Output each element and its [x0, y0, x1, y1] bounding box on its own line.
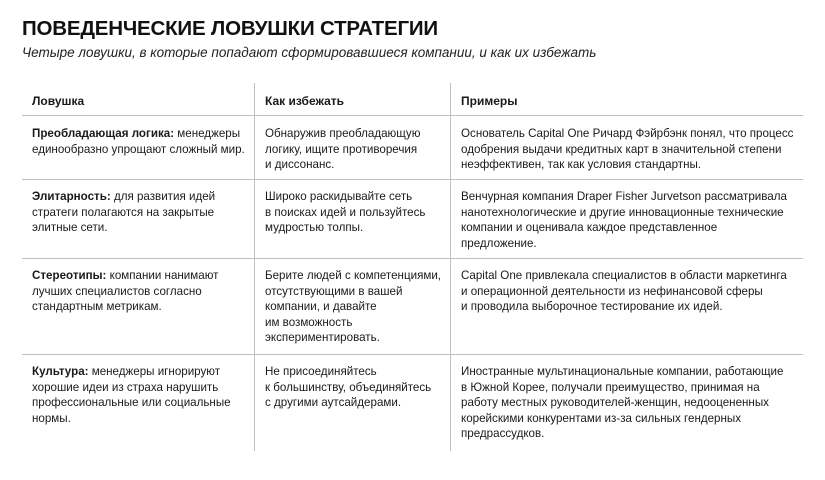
avoid-text: к большинству, объединяйтесь — [265, 380, 432, 394]
avoid-text: и диссонанс. — [265, 158, 335, 171]
trap-text: стандартным метрикам. — [32, 300, 162, 313]
trap-text: для развития идей — [110, 190, 216, 203]
trap-name: Элитарность: — [32, 190, 111, 203]
trap-text: лучших специалистов согласно — [32, 284, 202, 298]
trap-name: Стереотипы: — [32, 269, 107, 282]
page-title: ПОВЕДЕНЧЕСКИЕ ЛОВУШКИ СТРАТЕГИИ — [22, 17, 438, 40]
trap-line — [32, 126, 246, 142]
example-text: Capital One привлекала специалистов в области маркетинга — [461, 269, 787, 282]
trap-line — [32, 268, 246, 284]
avoid-text: им возможность — [265, 315, 353, 329]
table-header-row — [22, 83, 803, 116]
header-avoid: Как избежать — [255, 83, 451, 115]
trap-cell — [22, 180, 255, 258]
table-row — [22, 180, 803, 259]
trap-name: Преобладающая логика: — [32, 127, 175, 140]
example-text: и операционной деятельности из нефинансовой сферы — [461, 284, 763, 298]
trap-text: профессиональные или социальные — [32, 396, 231, 409]
example-text: и проводила выборочное тестирование их идей. — [461, 300, 723, 313]
header-examples: Примеры — [461, 94, 518, 108]
trap-text: менеджеры — [174, 127, 241, 140]
example-cell — [451, 180, 803, 258]
trap-text: единообразно упрощают сложный мир. — [32, 142, 245, 156]
traps-table — [22, 83, 803, 451]
table-row — [22, 355, 803, 451]
example-cell — [451, 355, 803, 451]
avoid-cell — [255, 259, 451, 354]
avoid-text: отсутствующими в вашей — [265, 284, 403, 298]
example-text: Иностранные мультинациональные компании, работающие — [461, 365, 784, 378]
avoid-text: экспериментировать. — [265, 331, 380, 344]
table-row — [22, 259, 803, 355]
example-cell — [451, 259, 803, 354]
header-trap: Ловушка — [22, 83, 255, 115]
avoid-text: компании, и давайте — [265, 300, 377, 313]
avoid-text: Не присоединяйтесь — [265, 365, 377, 378]
avoid-cell — [255, 355, 451, 451]
example-text: компании и оценивала каждое представленное — [461, 221, 718, 234]
avoid-text: Берите людей с компетенциями, — [265, 269, 442, 282]
table-row — [22, 116, 803, 180]
trap-line — [32, 364, 246, 380]
example-text: корейскими конкурентами из-за сильных гендерных — [461, 411, 742, 425]
example-cell — [451, 116, 803, 179]
example-text: предрассудков. — [461, 427, 545, 440]
example-text: работу местных руководителей-женщин, недооцененных — [461, 396, 769, 409]
avoid-text: Широко раскидывайте сеть — [265, 190, 413, 203]
trap-text: хорошие идеи из страха нарушить — [32, 380, 219, 394]
trap-name: Культура: — [32, 365, 89, 378]
example-text: в Южной Корее, получали преимущество, принимая на — [461, 380, 760, 394]
example-text: одобрения выдачи кредитных карт в значительной степени — [461, 142, 782, 156]
avoid-text: Обнаружив преобладающую — [265, 127, 421, 140]
trap-text: компании нанимают — [106, 269, 219, 282]
trap-cell — [22, 116, 255, 179]
trap-text: нормы. — [32, 411, 71, 425]
example-text: нанотехнологические и другие инновационные технические — [461, 205, 784, 219]
example-text: неэффективен, так как условия стандартны. — [461, 158, 702, 171]
trap-cell — [22, 259, 255, 354]
trap-text: стратеги полагаются на закрытые — [32, 205, 215, 219]
avoid-text: в поисках идей и пользуйтесь — [265, 205, 426, 219]
avoid-cell — [255, 180, 451, 258]
trap-cell — [22, 355, 255, 451]
avoid-cell — [255, 116, 451, 179]
avoid-text: с другими аутсайдерами. — [265, 396, 402, 409]
avoid-text: мудростью толпы. — [265, 221, 364, 234]
trap-line — [32, 189, 246, 205]
trap-text: элитные сети. — [32, 221, 108, 234]
example-text: Основатель Capital One Ричард Фэйрбэнк понял, что процесс — [461, 127, 794, 140]
avoid-text: логику, ищите противоречия — [265, 142, 418, 156]
trap-text: менеджеры игнорируют — [88, 365, 221, 378]
example-text: предложение. — [461, 236, 537, 250]
page-subtitle: Четыре ловушки, в которые попадают сформировавшиеся компании, и как их избежать — [22, 45, 597, 60]
example-text: Венчурная компания Draper Fisher Jurvetson рассматривала — [461, 190, 787, 203]
